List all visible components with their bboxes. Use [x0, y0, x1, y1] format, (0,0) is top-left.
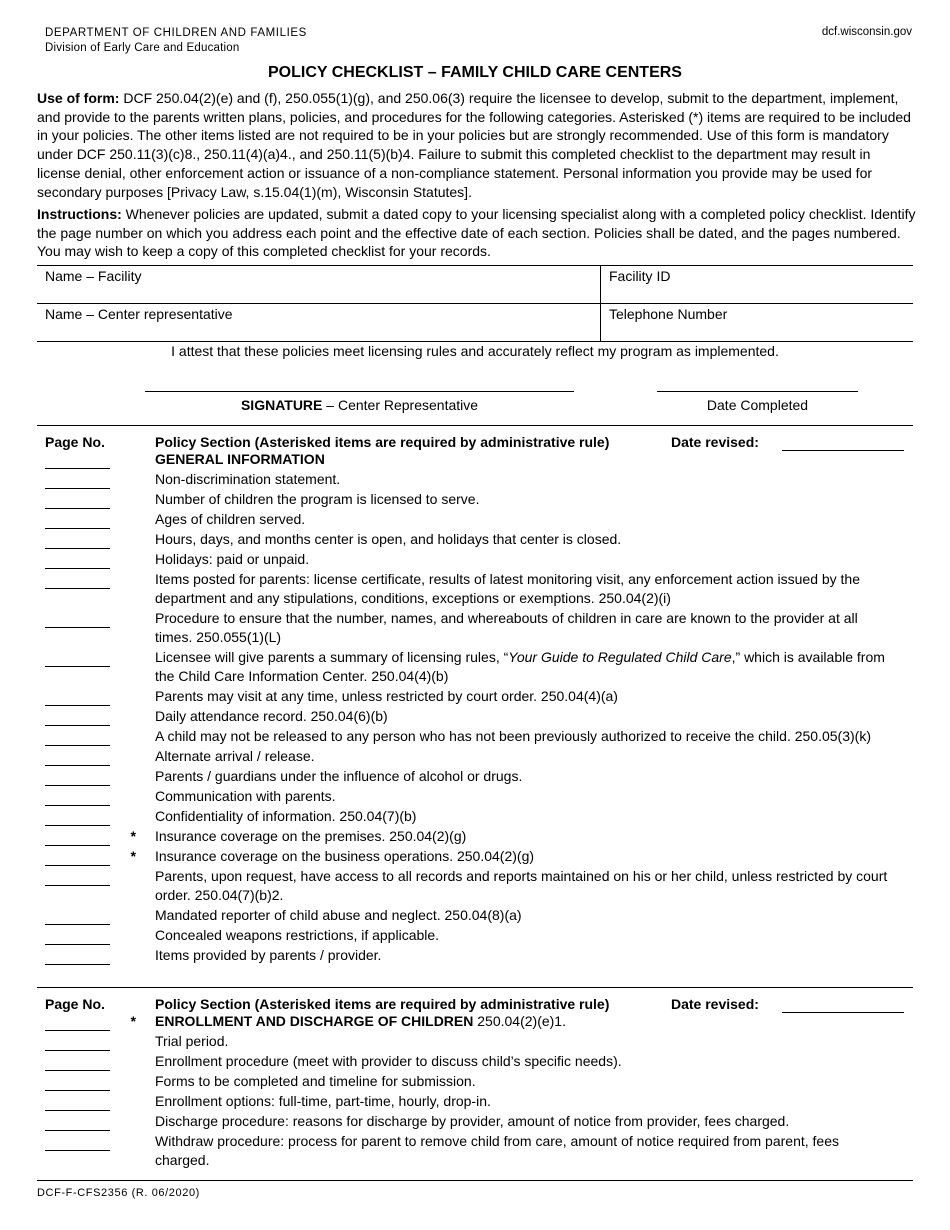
checklist-item-text: Trial period. — [155, 1033, 229, 1049]
representative-name-field[interactable]: Name – Center representative — [37, 304, 601, 341]
page-number-input-line[interactable] — [45, 827, 110, 846]
page-number-input-line[interactable] — [45, 1052, 110, 1071]
checklist-item — [37, 1092, 913, 1111]
page-number-input-line[interactable] — [45, 1112, 110, 1131]
date-completed-line[interactable] — [657, 391, 858, 392]
page-number-input-line[interactable] — [45, 490, 110, 509]
page-number-input-line[interactable] — [45, 727, 110, 746]
instructions-label: Instructions: — [37, 206, 122, 222]
checklist-item-text: Daily attendance record. 250.04(6)(b) — [155, 708, 388, 724]
checklist-item-text: Parents, upon request, have access to all records and reports maintained on his or her child, unless restricted by court order. 250.04(7)(b)2. — [155, 868, 888, 903]
checklist-item — [37, 747, 913, 766]
checklist-item — [37, 1132, 913, 1170]
checklist-item-text: Confidentiality of information. 250.04(7)(b) — [155, 808, 417, 824]
checklist-item-text: Ages of children served. — [155, 511, 306, 527]
checklist-item-text — [155, 1012, 895, 1031]
checklist-item — [37, 1012, 913, 1031]
page-no-heading: Page No. — [45, 996, 105, 1012]
page-number-input-line[interactable] — [45, 648, 110, 667]
checklist-item — [37, 510, 913, 529]
page-number-input-line[interactable] — [45, 687, 110, 706]
page-no-heading: Page No. — [45, 434, 105, 450]
page-number-input-line[interactable] — [45, 867, 110, 886]
signature-label-bold: SIGNATURE — [240, 397, 323, 413]
page-number-input-line[interactable] — [45, 807, 110, 826]
facility-name-field[interactable]: Name – Facility — [37, 266, 601, 303]
checklist-item — [37, 648, 913, 686]
page-number-input-line[interactable] — [45, 1132, 110, 1151]
signature-label-rest: – Center Representative — [322, 397, 479, 413]
date-revised-label: Date revised: — [671, 434, 759, 450]
checklist-item — [37, 570, 913, 608]
page-number-input-line[interactable] — [45, 946, 110, 965]
required-asterisk: * — [130, 848, 136, 864]
signature-label — [145, 397, 574, 413]
instructions-text: Whenever policies are updated, submit a dated copy to your licensing specialist along with a completed policy checklist. Identify the page number on which you address each point and the effective date of each section. Policies shall be dated, and the pages numbered. You may wish to keep a copy of this completed checklist for your records. — [37, 206, 916, 260]
checklist-item — [37, 1052, 913, 1071]
required-asterisk: * — [130, 1013, 136, 1029]
item-text-bold: ENROLLMENT AND DISCHARGE OF CHILDREN — [155, 1013, 474, 1029]
page-number-input-line[interactable] — [45, 926, 110, 945]
checklist-item-text: Insurance coverage on the business operations. 250.04(2)(g) — [155, 848, 535, 864]
bottom-divider — [37, 1180, 913, 1181]
field-row-2 — [37, 304, 913, 342]
checklist-item-text: Number of children the program is licensed to serve. — [155, 491, 480, 507]
item-text-part: ,” which is available from the Child Care Information Center. 250.04(4)(b) — [155, 649, 885, 684]
checklist-item — [37, 867, 913, 905]
checklist-item-text: Parents / guardians under the influence of alcohol or drugs. — [155, 768, 523, 784]
checklist-item — [37, 946, 913, 965]
date-completed-label: Date Completed — [706, 397, 809, 413]
page-number-input-line[interactable] — [45, 1032, 110, 1051]
page-number-input-line[interactable] — [45, 570, 110, 589]
policy-section-heading: Policy Section (Asterisked items are required by administrative rule) — [155, 434, 610, 450]
page-number-input-line[interactable] — [45, 906, 110, 925]
use-of-form-paragraph — [37, 89, 917, 201]
form-number: DCF-F-CFS2356 (R. 06/2020) — [37, 1187, 200, 1199]
department-name: DEPARTMENT OF CHILDREN AND FAMILIES — [45, 27, 307, 39]
page-number-input-line[interactable] — [45, 747, 110, 766]
checklist-item-text: Parents may visit at any time, unless restricted by court order. 250.04(4)(a) — [155, 688, 618, 704]
checklist-item — [37, 727, 913, 746]
section-enrollment-discharge — [37, 987, 913, 1171]
checklist-item-text: Communication with parents. — [155, 788, 336, 804]
checklist-item-text: Insurance coverage on the premises. 250.04(2)(g) — [155, 828, 467, 844]
checklist-item — [37, 550, 913, 569]
page-title: POLICY CHECKLIST – FAMILY CHILD CARE CENTERS — [268, 64, 682, 81]
use-of-form-text: DCF 250.04(2)(e) and (f), 250.055(1)(g), and 250.06(3) require the licensee to develop, submit to the department, implement, and provide to the parents written plans, policies, and procedures for the following categories. Asterisked (*) items are required to be included in your policies. The other items listed are not required to be in your policies but are strongly recommended. Use of this form is mandatory under DCF 250.11(3)(c)8., 250.11(4)(a)4., and 250.11(5)(b)4. Failure to submit this completed checklist to the department may result in license denial, other enforcement action or issuance of a non-compliance statement. Personal information you provide may be used for secondary purposes [Privacy Law, s.15.04(1)(m), Wisconsin Statutes]. — [37, 90, 911, 200]
section-general-information — [37, 425, 913, 966]
checklist-item — [37, 1112, 913, 1131]
page-number-input-line[interactable] — [45, 847, 110, 866]
checklist-item — [37, 847, 913, 866]
item-text-part: 250.04(2)(e)1. — [473, 1013, 566, 1029]
checklist-item-text: Enrollment procedure (meet with provider to discuss child’s specific needs). — [155, 1053, 622, 1069]
page-number-input-line[interactable] — [45, 1072, 110, 1091]
item-text-italic: Your Guide to Regulated Child Care — [508, 649, 732, 665]
telephone-field[interactable]: Telephone Number — [609, 306, 728, 322]
signature-line[interactable] — [145, 391, 574, 392]
page-number-input-line[interactable] — [45, 470, 110, 489]
checklist-item-text: Procedure to ensure that the number, names, and whereabouts of children in care are known to the provider at all times. 250.055(1)(L) — [155, 610, 858, 645]
page-number-input-line[interactable] — [45, 1012, 110, 1031]
header-block — [45, 26, 307, 56]
checklist-item-text: Withdraw procedure: process for parent to remove child from care, amount of notice required from parent, fees charged. — [155, 1133, 839, 1168]
checklist-item — [37, 787, 913, 806]
attestation-statement: I attest that these policies meet licensing rules and accurately reflect my program as implemented. — [171, 343, 779, 359]
checklist-item — [37, 609, 913, 647]
checklist-item-text: Non-discrimination statement. — [155, 471, 341, 487]
checklist-item — [37, 687, 913, 706]
checklist-item-text: Forms to be completed and timeline for submission. — [155, 1073, 476, 1089]
checklist-item — [37, 470, 913, 489]
checklist-item-text: Hours, days, and months center is open, and holidays that center is closed. — [155, 531, 622, 547]
use-of-form-label: Use of form: — [37, 90, 120, 106]
page-number-input-line[interactable] — [45, 767, 110, 786]
page-number-input-line[interactable] — [45, 787, 110, 806]
page-number-input-line[interactable] — [45, 1092, 110, 1111]
page-number-input-line[interactable] — [45, 510, 110, 529]
checklist-item-text: Alternate arrival / release. — [155, 748, 315, 764]
section-items — [37, 1012, 913, 1170]
date-revised-label: Date revised: — [671, 996, 759, 1012]
checklist-item — [37, 906, 913, 925]
field-row-1 — [37, 266, 913, 304]
page-number-input-line[interactable] — [45, 550, 110, 569]
checklist-item-text: GENERAL INFORMATION — [155, 451, 325, 467]
identification-fields — [37, 265, 913, 342]
checklist-item-text — [155, 648, 895, 686]
checklist-item-text: A child may not be released to any person who has not been previously authorized to receive the child. 250.05(3)(k) — [155, 728, 871, 744]
section-items — [37, 450, 913, 965]
page-number-input-line[interactable] — [45, 609, 110, 628]
checklist-item — [37, 1032, 913, 1051]
policy-section-heading: Policy Section (Asterisked items are required by administrative rule) — [155, 996, 610, 1012]
checklist-item — [37, 1072, 913, 1091]
instructions-paragraph — [37, 205, 917, 261]
checklist-item — [37, 707, 913, 726]
checklist-item-text: Concealed weapons restrictions, if applicable. — [155, 927, 440, 943]
division-name: Division of Early Care and Education — [45, 42, 240, 54]
checklist-item — [37, 490, 913, 509]
page-number-input-line[interactable] — [45, 450, 110, 469]
facility-id-field[interactable]: Facility ID — [609, 268, 671, 284]
checklist-item-text: Discharge procedure: reasons for discharge by provider, amount of notice from provider, fees charged. — [155, 1113, 790, 1129]
page-number-input-line[interactable] — [45, 530, 110, 549]
page-number-input-line[interactable] — [45, 707, 110, 726]
required-asterisk: * — [130, 828, 136, 844]
checklist-item-text: Enrollment options: full-time, part-time, hourly, drop-in. — [155, 1093, 491, 1109]
checklist-item — [37, 530, 913, 549]
checklist-item — [37, 827, 913, 846]
checklist-item-text: Mandated reporter of child abuse and neglect. 250.04(8)(a) — [155, 907, 522, 923]
website-link[interactable]: dcf.wisconsin.gov — [821, 26, 912, 38]
checklist-item-text: Holidays: paid or unpaid. — [155, 551, 310, 567]
item-text-part: Licensee will give parents a summary of licensing rules, “ — [155, 649, 509, 665]
section-header — [37, 426, 913, 450]
section-header — [37, 988, 913, 1012]
checklist-item-text: Items posted for parents: license certificate, results of latest monitoring visit, any enforcement action issued by the department and any stipulations, conditions, exceptions or exemptions. 250.04(2)(i) — [155, 571, 861, 606]
checklist-item — [37, 807, 913, 826]
checklist-item — [37, 767, 913, 786]
checklist-item — [37, 450, 913, 469]
checklist-item — [37, 926, 913, 945]
checklist-item-text: Items provided by parents / provider. — [155, 947, 382, 963]
